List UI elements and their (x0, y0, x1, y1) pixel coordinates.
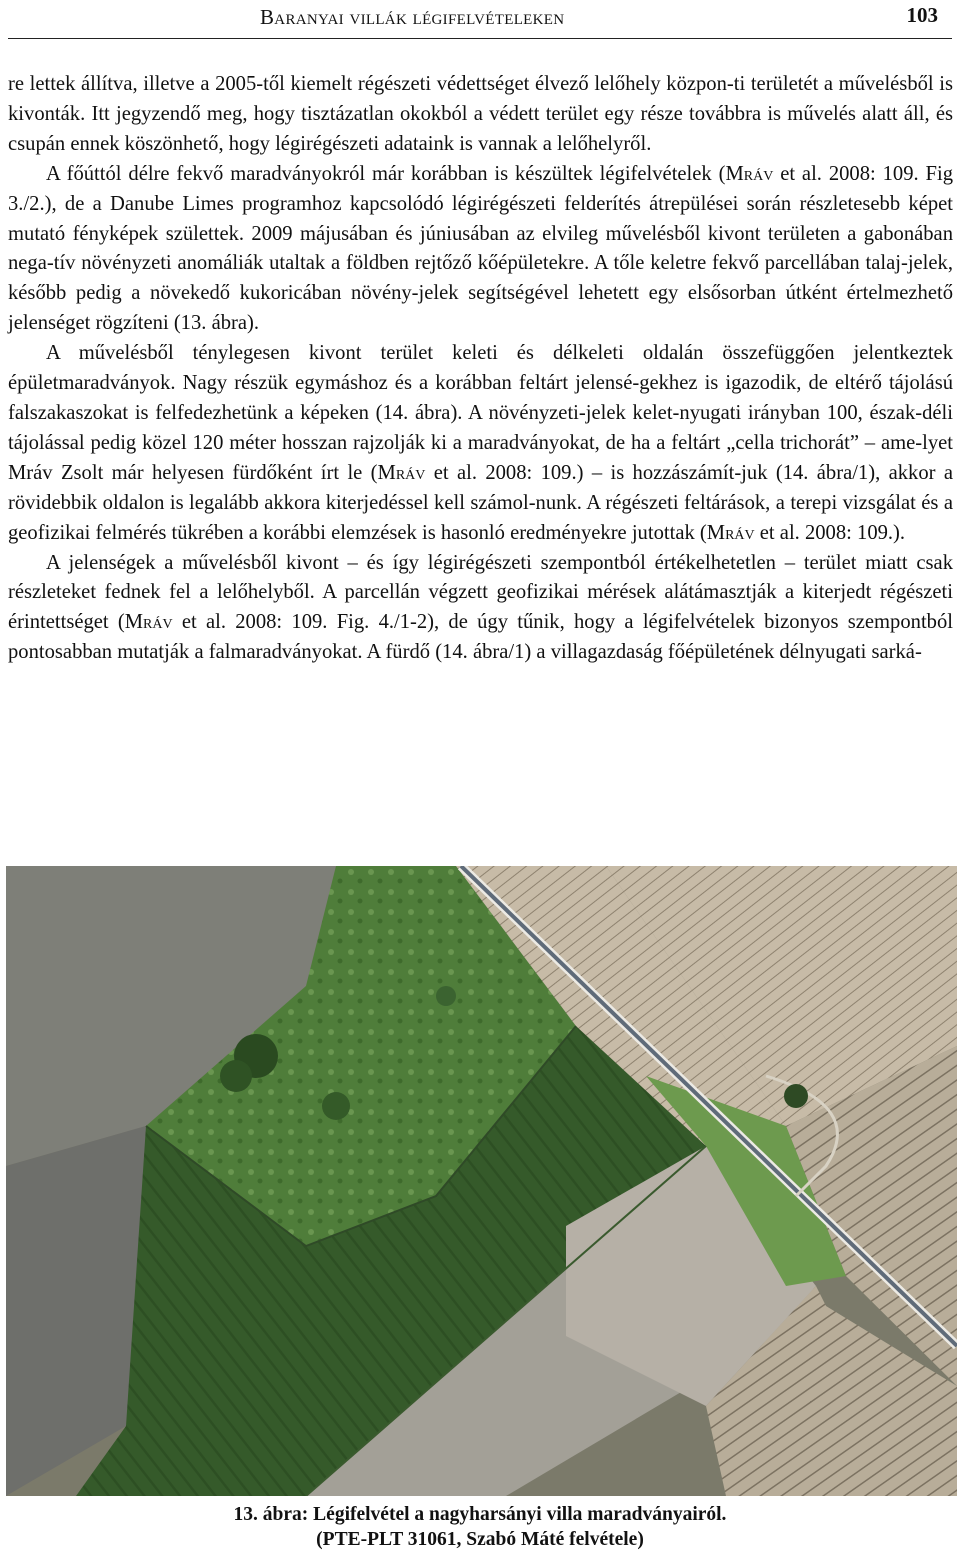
paragraph-text: et al. 2008: 109.). (754, 521, 906, 544)
running-header-title: Baranyai villák légifelvételeken (260, 5, 565, 29)
running-header (8, 0, 952, 39)
page-number: 103 (906, 3, 938, 27)
author-citation: Mráv (706, 521, 755, 544)
paragraph (8, 549, 953, 669)
paragraph-text: et al. 2008: 109.) – is hozzászámít-juk (14. ábra/1), akkor a rövidebbik oldalon is legalább akkora kiterjedéssel kell számol-nunk. A régészeti feltárások, a terepi vizsgálat és a geofizikai felmérés tükrében a korábbi elemzések is hasonló eredményekre jutottak ( (8, 461, 953, 544)
body-text (8, 70, 953, 668)
paragraph (8, 70, 953, 160)
author-citation: Mráv (124, 611, 173, 634)
figure-caption (0, 1502, 960, 1552)
paragraph-text: A jelenségek a művelésből kivont – és így légirégészeti szempontból értékelhetetlen – terület miatt csak részleteket fednek fel a lelőhelyből. A parcellán végzett geofizikai mérések alátámasztják a kiterjedt régészeti érintettséget ( (8, 551, 953, 634)
author-citation: Mráv (377, 461, 426, 484)
caption-line-2: (PTE-PLT 31061, Szabó Máté felvétele) (316, 1529, 644, 1550)
paragraph-text: A művelésből ténylegesen kivont terület keleti és délkeleti oldalán összefüggően jelentkeztek épületmaradványok. Nagy részük egymáshoz és a korábban feltárt jelensé-gekhez is igazodik, de eltérő tájolású falszakaszokat is felfedezhetünk a képeken (14. ábra). A növényzeti-jelek kelet-nyugati irányban 100, észak-déli tájolással pedig közel 120 méter hosszan rajzolják ki a maradványokat, de ha a feltárt „cella trichorát” – ame-lyet Mráv Zsolt már helyesen fürdőként írt le ( (8, 342, 953, 484)
caption-line-1: 13. ábra: Légifelvétel a nagyharsányi villa maradványairól. (233, 1504, 727, 1525)
paragraph (8, 339, 953, 548)
paragraph-text: A főúttól délre fekvő maradványokról már korábban is készültek légifelvételek ( (46, 162, 726, 185)
aerial-photo-illustration (6, 866, 957, 1496)
paragraph-text: et al. 2008: 109. Fig. 4./1-2), de úgy tűnik, hogy a légifelvételek bizonyos szempontból pontosabban mutatják a falmaradványokat. A fürdő (14. ábra/1) a villagazdaság főépületének délnyugati sarká- (8, 611, 953, 664)
aerial-photograph (6, 866, 957, 1496)
paragraph-text: et al. 2008: 109. Fig 3./2.), de a Danube Limes programhoz kapcsolódó légirégészeti felderítés átrepülései során részletesebb képet mutató fényképek születtek. 2009 májusában és júniusában az elvileg művelésből kivont területen a gabonában nega-tív növényzeti anomáliák utaltak a földben rejtőző kőépületekre. A tőle keletre fekvő parcellában talaj-jelek, később pedig a növekedő kukoricában növény-jelek segítségével lehetett egy elsősorban útként értelmezhető jelenséget rögzíteni (13. ábra). (8, 162, 953, 335)
paragraph-text: re lettek állítva, illetve a 2005-től kiemelt régészeti védettséget élvező lelőhely közpon-ti területét a művelésből is kivonták. Itt jegyzendő meg, hogy tisztázatlan okokból a védett terület egy része továbbra is művelés alatt áll, és csupán ennek köszönhető, hogy légirégészeti adataink is vannak a lelőhelyről. (8, 73, 953, 155)
paragraph (8, 160, 953, 339)
author-citation: Mráv (725, 162, 774, 185)
